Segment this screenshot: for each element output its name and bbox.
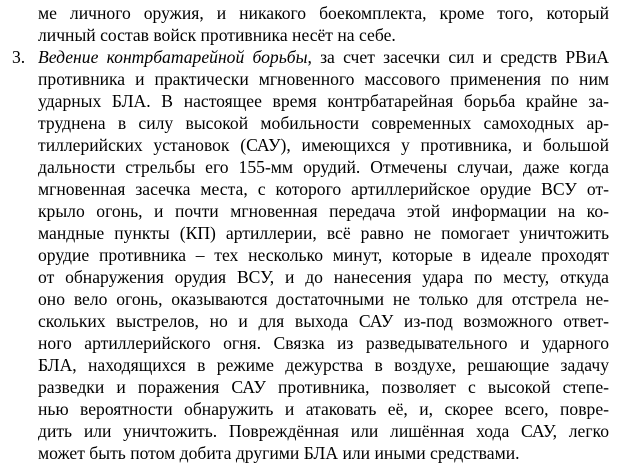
text-line: ного артиллерийского огня. Связка из разведывательного и ударного — [38, 333, 609, 353]
text-line: ударных БЛА. В настоящее время контрбатарейная борьба крайне за- — [38, 91, 609, 111]
text-line: дить или уничтожить. Повреждённая или лишённая хода САУ, легко — [38, 421, 609, 441]
text-line: скольких выстрелов, но и для выхода САУ из-под возможного ответ- — [38, 311, 609, 331]
text-line: дальности стрельбы его 155-мм орудий. Отмечены случаи, даже когда — [38, 157, 609, 177]
text-line: мандные пункты (КП) артиллерии, всё равно не помогает уничтожить — [38, 223, 609, 243]
text-line: от обнаружения орудия ВСУ, и до нанесения удара по месту, откуда — [38, 267, 609, 287]
text-line: противника и практически мгновенного массового применения по ним — [38, 69, 609, 89]
text-line: личный состав войск противника несёт на себе. — [38, 25, 396, 45]
text-line: труднена в силу высокой мобильности современных самоходных ар- — [38, 113, 609, 133]
text-line: разведки и поражения САУ противника, позволяет с высокой степе- — [38, 377, 609, 397]
text-line: может быть потом добита другими БЛА или иными средствами. — [38, 443, 520, 463]
text-line: мгновенная засечка места, с которого артиллерийское орудие ВСУ от- — [38, 179, 609, 199]
text-line: нью вероятности обнаружить и атаковать её, и, скорее всего, повре- — [38, 399, 609, 419]
text-line: тиллерийских установок (САУ), имеющихся у противника, и большой — [38, 135, 609, 155]
list-item-first-line — [38, 46, 609, 68]
list-item-title: Ведение контрбатарейной борьбы — [38, 47, 308, 67]
text-line: БЛА, находящихся в режиме дежурства в воздухе, решающие задачу — [38, 355, 609, 375]
text-line: орудие противника – тех несколько минут, которые в идеале проходят — [38, 245, 609, 265]
text-line: оно вело огонь, оказываются достаточными не только для отстрела не- — [38, 289, 609, 309]
text-line: крыло огонь, и почти мгновенная передача этой информации на ко- — [38, 201, 609, 221]
list-item-number: 3. — [12, 47, 26, 67]
text-span: , за счет засечки сил и средств РВиА — [307, 47, 609, 67]
text-line: ме личного оружия, и никакого боекомплекта, кроме того, который — [38, 3, 609, 23]
